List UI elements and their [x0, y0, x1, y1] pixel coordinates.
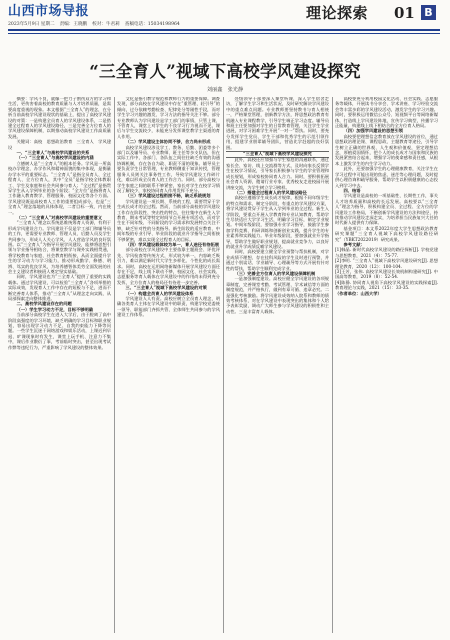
body-paragraph: 此外，高校还应加强与学生家庭的沟通联系，通过家长会、家访、线上交流群等方式，及时向家长反馈学生在校学习情况，引导家长积极参与学生的学业管理和成长规划，形成家校协同育人合力。同时，要积极拓展社会育人资源，邀请行业专家、优秀校友走进校园开展讲座交流，为学生树立学习榜样。 [226, 158, 329, 191]
paper-name: 山西市场导报 [8, 4, 90, 19]
reference-item: [4]陈静. 协同育人视角下高校学风建设的实践探索[J]. 教育理论与实践，2021（15）：33-35. [335, 280, 438, 292]
body-paragraph: 一是加强制度建设。高校应健全学风建设的各项规章制度，完善课堂考勤、考试管理、学术诚信等方面的制度规范，并严格执行，做到有章可循、违章必究。二是强化考核激励。将学风建设成效纳入院系和教师的绩效考核体系，对在学风建设中表现突出的集体和个人给予表彰奖励，调动广大师生参与学风建设的积极性和主动性。三是丰富育人载体。 [226, 277, 329, 315]
reference-item: [2]李明. “三全育人”视域下高校学风建设研究[J]. 思想理论教育，2020（12）：100-104. [335, 259, 438, 270]
body-paragraph: 处级领导干部要深入课堂听课，深入学生宿舍走访，了解学生学习和生活状况，及时研究解决学风建设中的重点难点问题。专业教师要坚持教书与育人相统一，严格课堂管理，创新教学方法，将思想政治教育有机融入专业课程教学，引导学生端正学习态度。辅导员和班主任要加强对学生的日常教育管理，关注学生学业进展，对学习困难学生开展“一对一”帮扶。同时，要充分发挥学生党员、学生干部和优秀学生的示范引领作用，组建学业朋辈辅导团队，营造比学赶超的良好氛围。 [226, 97, 329, 151]
abstract-paragraph: 关键词：高校 思想政治教育 三全育人 学风建设 [8, 140, 111, 151]
page-badge: B [421, 5, 436, 20]
section-heading: （二）搭建全过程育人的学风建设路径 [234, 190, 307, 196]
section-heading: 参考文献： [343, 242, 365, 248]
abstract-paragraph: 基金项目：本文系2022年度大学生思想政治教育研究课题“三全育人视域下高校学风建设路径研究”（YBKT2022019）研究成果。 [335, 226, 438, 243]
body-paragraph: 同时，高校要建立健全学业预警与帮扶机制，对学业成绩不理想、存在挂科风险的学生及时进行预警，并通过个别谈话、学业辅导、心理疏导等方式开展有针对性的帮扶，帮助学生顺利完成学业。 [226, 250, 329, 272]
body-paragraph: “三全育人”理念以系统思维统筹育人资源，有利于形成学风建设合力。学风建设不仅是学工部门和辅导员的工作，更需要专业教师、管理人员、后勤人员及学生共同参与，形成人人关心学风、人人营造学风的良好氛围。以“三全育人”为指导开展学风建设，能够将思想引领与学业指导相结合，将课堂教学与课外实践相贯通，将学校教育与家庭、社会教育相衔接，从而全面提升学生的学习动力与学习能力，推动形成勤学、修德、明辨、笃实的优良学风，为培养德智体美劳全面发展的社会主义建设者和接班人奠定坚实基础。 [8, 221, 111, 275]
body-paragraph: 高校要充分利用校园文化活动、社会实践、志愿服务等载体，开展读书分享会、学术讲座、学习经验交流会等丰富多彩的学风建设活动，激发学生的学习兴趣。同时，要积极运用微信公众号、短视频平台等网络新媒体，打造线上学风建设阵地，宣传学习典型，传播学习正能量，构建线上线下相结合的全方位育人格局。 [335, 97, 438, 130]
reference-item: [1]韩晶. 新时代高校学风建设的路径探析[J]. 学校党建与思想教育，2021（4）：75-77. [335, 248, 438, 259]
body-paragraph: 高校要把理想信念教育放在学风建设的首位，通过思想政治理论课、课程思政、主题教育等途径，引导学生树立正确的世界观、人生观和价值观，坚定理想信念，厚植爱国情怀，把个人的成长成才与国家和民族的发展紧密结合起来，增强学习的使命感和责任感，从根本上激发学生的内生学习动力。 [335, 134, 438, 167]
masthead-meta [8, 21, 185, 27]
body-paragraph: 高校应遵循学生成长成才规律，根据不同年级学生的特点和需求，制定分阶段、有重点的学风建设方案，将学风建设贯穿于学生从入学到毕业的全过程。新生入学阶段，要重点开展入学教育和专业认知教育，帮助学生尽快适应大学学习生活，明确学习目标，制定学业规划。中间年级阶段，要加强专业学习指导，鼓励学生参加学科竞赛、科研训练和创新创业实践，提升学生的专业素养和实践能力。毕业年级阶段，要加强就业升学指导，帮助学生做好职业规划，提高就业竞争力，以良好的就业升学成绩反哺学风建设。 [226, 196, 329, 250]
callout-title: “三全育人”视域下高校学风建设探究 [226, 151, 329, 158]
body-paragraph: 学风建设是高校的一项基础性、长期性工作，事关人才培养质量和高校的长远发展。高校要以“三全育人”理念为指导，积极构建全员、全过程、全方位的学风建设工作格局，不断创新学风建设的方法和途径，持续推动学风建设走深走实，为培养担当民族复兴大任的时代新人提供有力保障。 [335, 194, 438, 227]
section-heading: （一）学生学习动力不足，目标不够明确 [16, 307, 94, 313]
section-heading: 三、“三全育人”视域下高校学风建设的对策 [125, 286, 207, 292]
section-title: 理论探索 [306, 4, 369, 22]
section-heading: （三）完善全方位育人的学风建设保障机制 [234, 272, 316, 277]
article-body [8, 97, 439, 633]
reference-item: [3]王芳，张伟. 高校学风建设长效机制构建研究[J]. 中国高等教育，2019（8）：52-54. [335, 270, 438, 281]
hotline: 查稿电话：15034198964 [124, 22, 180, 27]
body-paragraph: 学风建设人人有责。高校应树立全员育人理念，明确各类育人主体在学风建设中的职责，构建学校党委统一领导、职能部门齐抓共管、全体师生共同参与的学风建设工作体系。 [117, 297, 220, 319]
section-heading: （二）学风建设主体协同不够，合力尚未形成 [125, 140, 211, 146]
body-paragraph: 同时，学风建设也为“三全育人”提供了重要的实践载体。通过学风建设，可以检验“三全育人”各项举措的实际成效，发现育人工作中存在的短板与不足，进而不断完善育人体系，推动“三全育人”从理念走向实践、从局部探索走向整体推进。 [8, 275, 111, 303]
section-heading: （三）学风建设过程衔接不畅，缺乏系统规划 [125, 194, 211, 200]
article-column-4 [335, 97, 438, 633]
article-column-1 [8, 97, 111, 633]
masthead-left [8, 4, 185, 27]
section-heading: （一）“三全育人”与高校学风建设的内涵 [16, 156, 94, 162]
body-paragraph: 文化是指引教学规范和教师行为的重要保障。调查发现，部分高校在学风建设中存在“重管理、轻引导”的倾向，过分依赖考勤检查、纪律处分等刚性手段，而对学生学习兴趣的激发、学习方法的指导关注不够。部分专业教师认为学风建设是学工部门的事情，只管上课、不管育人，课堂上对学生的不良学习行为视而不见，课后与学生交流较少，未能充分发挥课堂教学主渠道的育人作用。 [117, 97, 220, 140]
section-heading: （四）学风建设载体较为单一，育人途径有待拓展 [125, 242, 220, 248]
header-rule-thick [8, 29, 440, 31]
body-paragraph: 部分高校在学风建设中主要依靠主题班会、评优评先、学风检查等传统方式，形式较为单一，内容缺乏吸引力，难以满足新时代大学生多样化、个性化的成长需求。同时，高校在运用网络新媒体开展学风建设方面还存在不足，线上线下联动不够，校园文化、社会实践、志愿服务等育人载体在学风建设中的作用尚未得到充分发挥，全方位育人的格局还有待进一步完善。 [117, 248, 220, 286]
body-paragraph: 此外，还要加强学生的心理健康教育，关注学生在学习过程中可能出现的焦虑、迷茫等心理问题，及时提供心理咨询和疏导服务，帮助学生以积极健康的心态投入到学习中去。 [335, 167, 438, 189]
section-heading: 二、高校学风建设存在的问题 [16, 302, 72, 308]
abstract-paragraph: 摘要：学风不良，就像一把刀子割伤双方的学习和生活，更伤害着高校的教育质量与人才培养质量，是需要高度重视的现象。本文根据“三全育人”的理念，在分析当前高校学风建设现状的基础上，提出了高校学风建设的对策：一是构建全员育人的学风建设体系，二是搭建全过程育人的学风建设路径，三是完善全方位育人的学风建设保障机制，以期推动高校学风建设工作高质量发展。 [8, 97, 111, 140]
article-column-2 [117, 97, 220, 633]
section-heading: （四）加强学风建设的思想引领 [343, 129, 404, 135]
issue-date: 2023年5月9日 星期二 [8, 22, 55, 27]
section-heading: 一、“三全育人”与高校学风建设的关系 [16, 151, 90, 157]
body-paragraph: 高校学风建设涉及学工、教务、后勤、团委等多个部门以及辅导员、专业教师、班主任等多支队伍，但在实际工作中，各部门、各队伍之间往往缺乏有效的沟通协调机制，存在各自为政、职责不清的现象。辅导员主要负责学生日常管理，专业教师侧重于知识传授，管理服务人员则关注事务性工作，导致学风建设工作碎片化，难以形成全员育人的工作合力。同时，部分高校与学生家庭之间的联系不够紧密，家长对学生在校学习情况了解较少，家校协同育人作用发挥不充分。 [117, 145, 220, 194]
article-authors: 刘丽鑫 张光静 [206, 87, 244, 93]
section-heading: 四、结语 [343, 188, 361, 194]
article-title: “三全育人”视域下高校学风建设探究 [89, 62, 361, 81]
body-paragraph: 当前部分高校学生在进入大学后，由于脱离了高中阶段高强度的学习环境，缺乏明确的学习目标和职业规划，容易出现学习动力不足、自我约束能力下降等问题。一些学生沉迷于网络游戏和娱乐活动，上课迟到早退、旷课现象时有发生，课堂上玩手机、注意力不集中，课后作业敷衍了事，考前临时突击，甚至出现考试作弊等违纪行为，严重影响了学风建设的整体效果。 [8, 313, 111, 351]
body-paragraph: 学风建设是一项长期、系统的工程，需要贯穿于学生成长成才的全过程。然而，当前部分高校的学风建设工作存在阶段性、突击性的特点，往往集中在新生入学教育、期末考试等特定时间节点开展专项活动，而对学生在不同年级、不同阶段的学习需求和发展特点关注不够，缺乏针对性的分类指导。新生阶段的适应教育、中间年级的专业引导、毕业阶段的就业升学指导之间衔接不够紧密，难以实现全过程育人的目标。 [117, 199, 220, 243]
proofreader: 校对：牛君莉 [92, 22, 120, 27]
chief-editor: 责编：王晓鹏 [59, 22, 88, 27]
body-paragraph: 立德树人是“三全育人”的根本任务。学风是一所高校办学理念、办学作风和精神面貌的集中体现，是衡量办学水平的重要标志。“三全育人”是指全员育人、全过程育人、全方位育人，其中“全员”是指学校全体教职工、学生及家庭和社会共同参与育人；“全过程”是指贯穿学生从入学到毕业的各个阶段；“全方位”是指将育人工作融入教育教学、管理服务、校园文化等各个方面。学风建设既是高校育人工作的重要组成部分，也是“三全育人”理念落地的具体体现，二者目标一致、内在统一。 [8, 161, 111, 216]
section-heading: （二）“三全育人”对高校学风建设的重要意义 [16, 215, 103, 221]
section-heading: （一）构建全员育人的学风建设体系 [125, 291, 194, 297]
page-number: 01 [394, 4, 415, 22]
author-affiliation: （作者单位：山西大学） [335, 291, 382, 297]
header-rule-thin [8, 33, 440, 34]
article-column-3 [226, 97, 329, 633]
